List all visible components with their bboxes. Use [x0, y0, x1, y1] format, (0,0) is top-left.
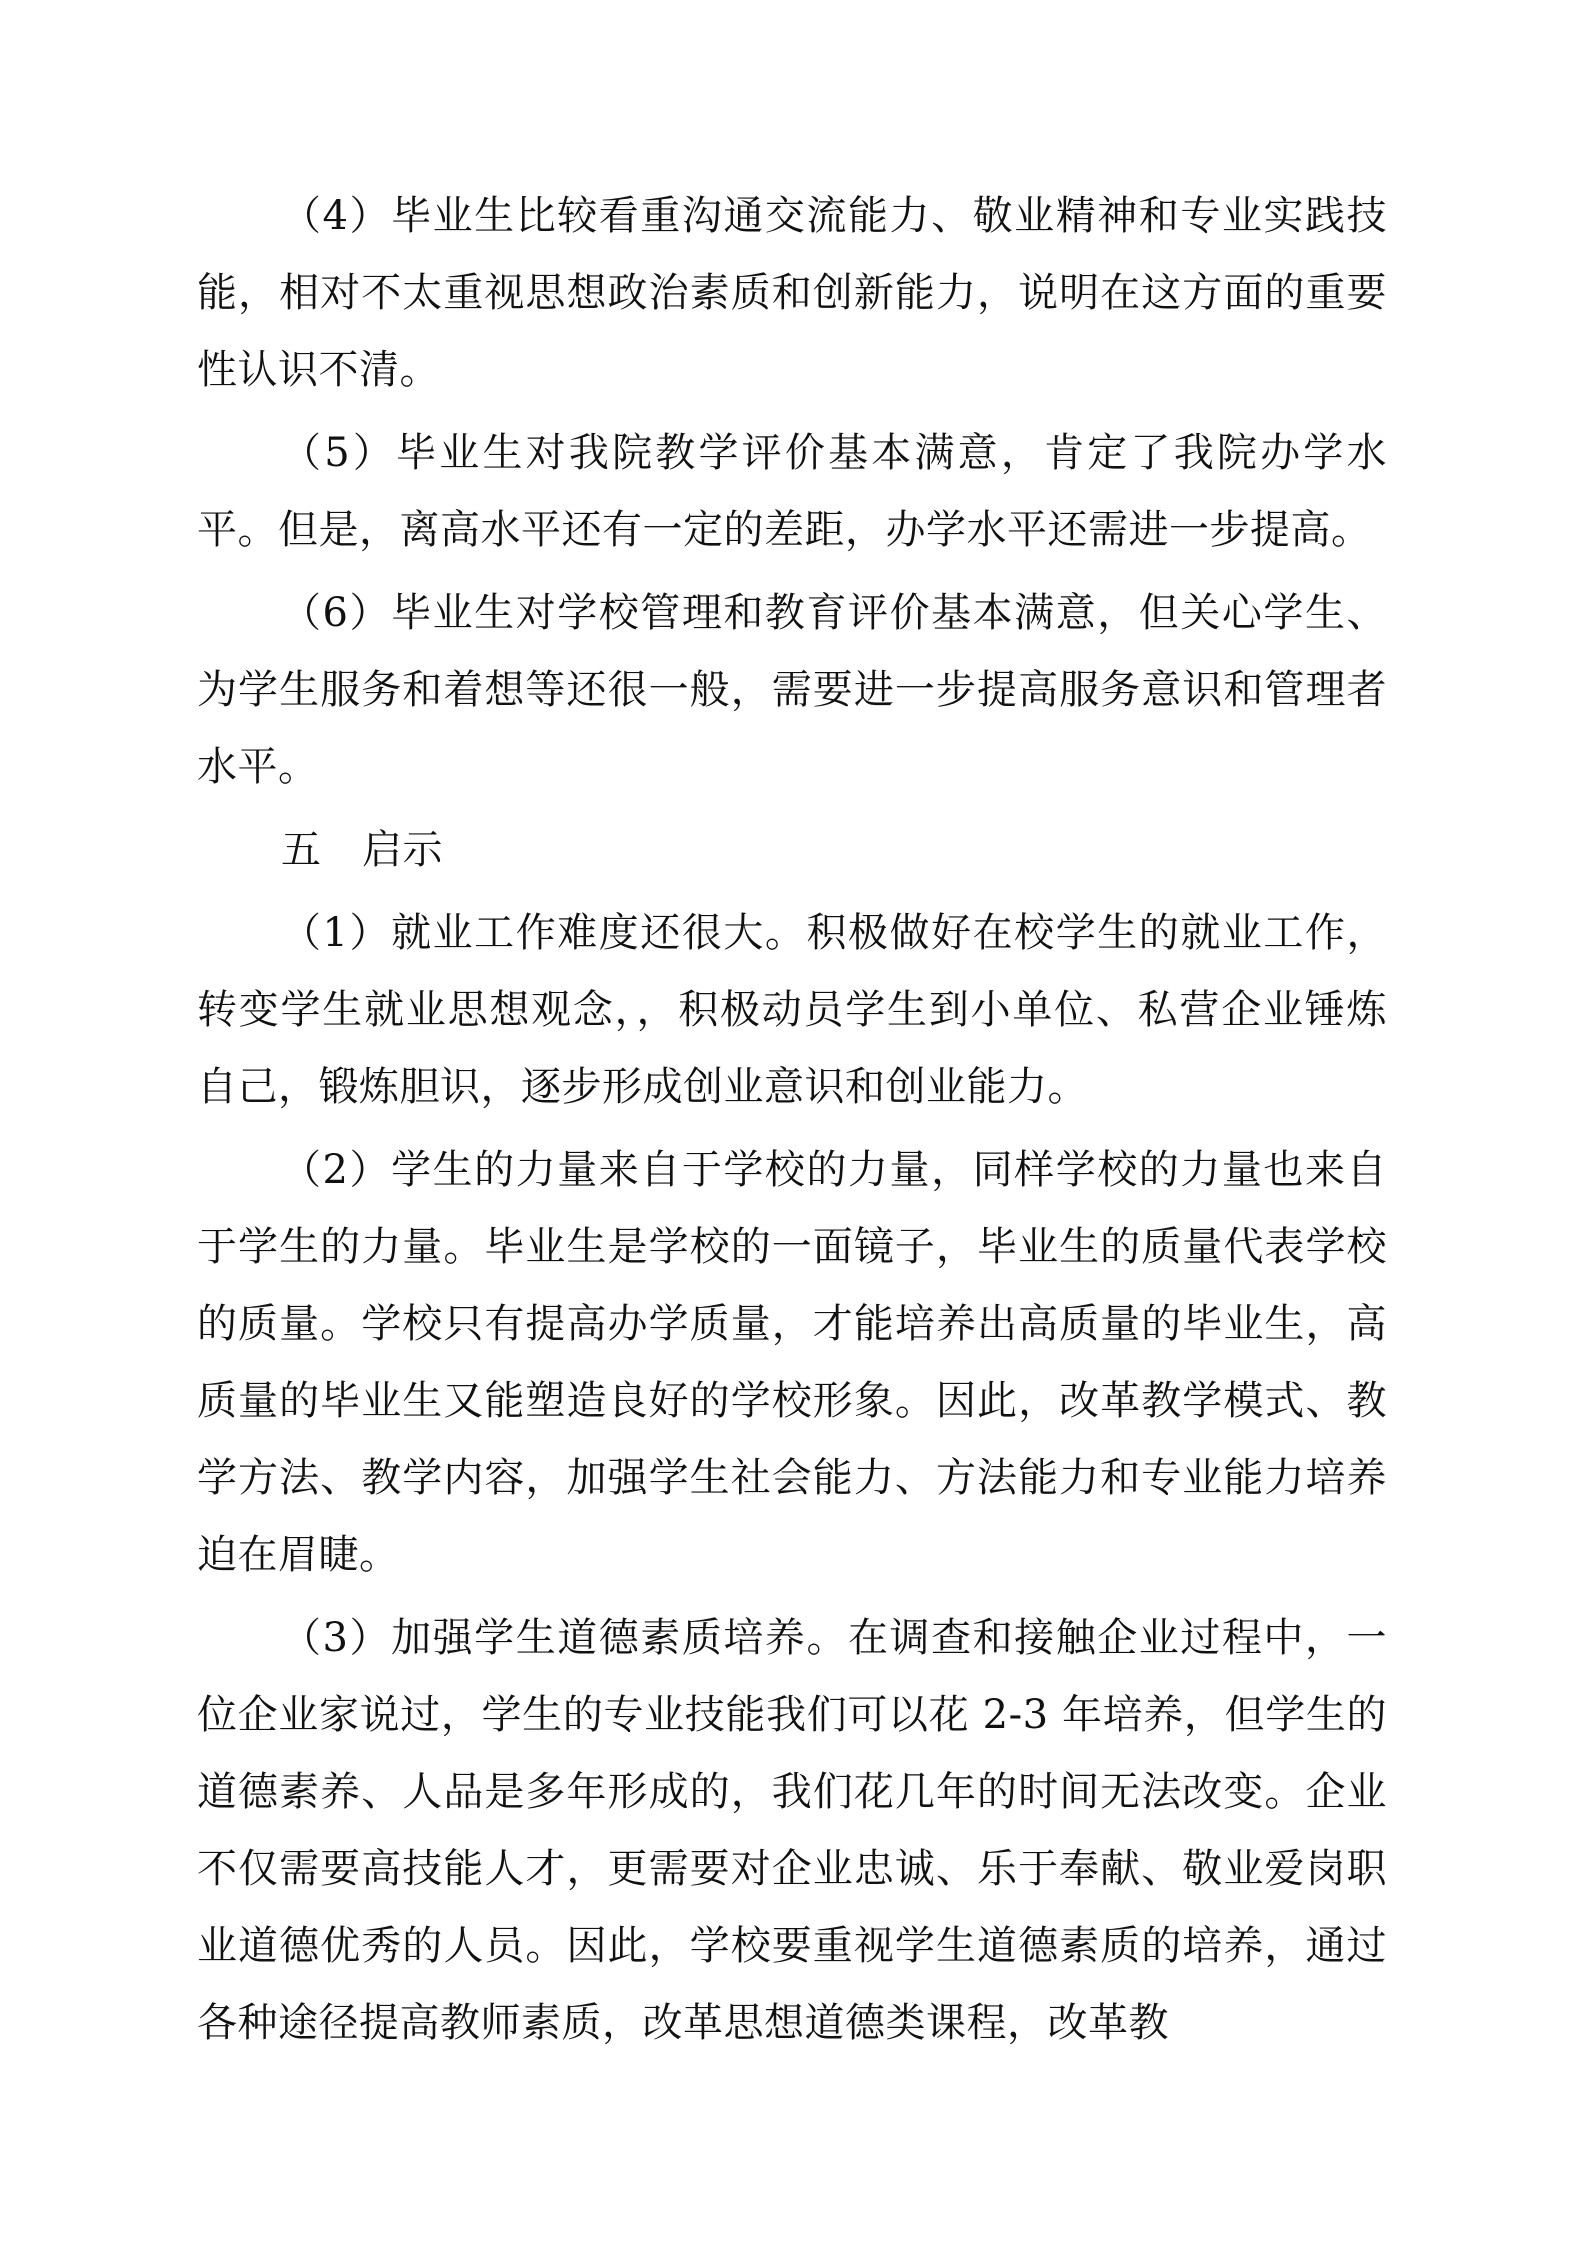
paragraph-item-5: （5）毕业生对我院教学评价基本满意，肯定了我院办学水平。但是，离高水平还有一定的差距，办学水平还需进一步提高。: [197, 430, 1387, 553]
paragraph-item-6: （6）毕业生对学校管理和教育评价基本满意，但关心学生、为学生服务和着想等还很一般，需要进一步提高服务意识和管理者水平。: [197, 590, 1387, 790]
page-text-body: [197, 178, 1387, 2068]
paragraph-insight-1: （1）就业工作难度还很大。积极做好在校学生的就业工作，转变学生就业思想观念，，积极动员学生到小单位、私营企业锤炼自己，锻炼胆识，逐步形成创业意识和创业能力。: [197, 910, 1387, 1110]
paragraph-insight-2: （2）学生的力量来自于学校的力量，同样学校的力量也来自于学生的力量。毕业生是学校的一面镜子，毕业生的质量代表学校的质量。学校只有提高办学质量，才能培养出高质量的毕业生，高质量的毕业生又能塑造良好的学校形象。因此，改革教学模式、教学方法、教学内容，加强学生社会能力、方法能力和专业能力培养迫在眉睫。: [197, 1147, 1387, 1578]
section-heading-five: 五 启示: [281, 827, 443, 873]
paragraph-insight-3: （3）加强学生道德素质培养。在调查和接触企业过程中，一位企业家说过，学生的专业技能我们可以花 2-3 年培养，但学生的道德素养、人品是多年形成的，我们花几年的时间无法改变。企业不仅需要高技能人才，更需要对企业忠诚、乐于奉献、敬业爱岗职业道德优秀的人员。因此，学校要重视学生道德素质的培养，通过各种途径提高教师素质，改革思想道德类课程，改革教: [197, 1615, 1387, 2046]
paragraph-item-4: （4）毕业生比较看重沟通交流能力、敬业精神和专业实践技能，相对不太重视思想政治素质和创新能力，说明在这方面的重要性认识不清。: [197, 193, 1387, 393]
